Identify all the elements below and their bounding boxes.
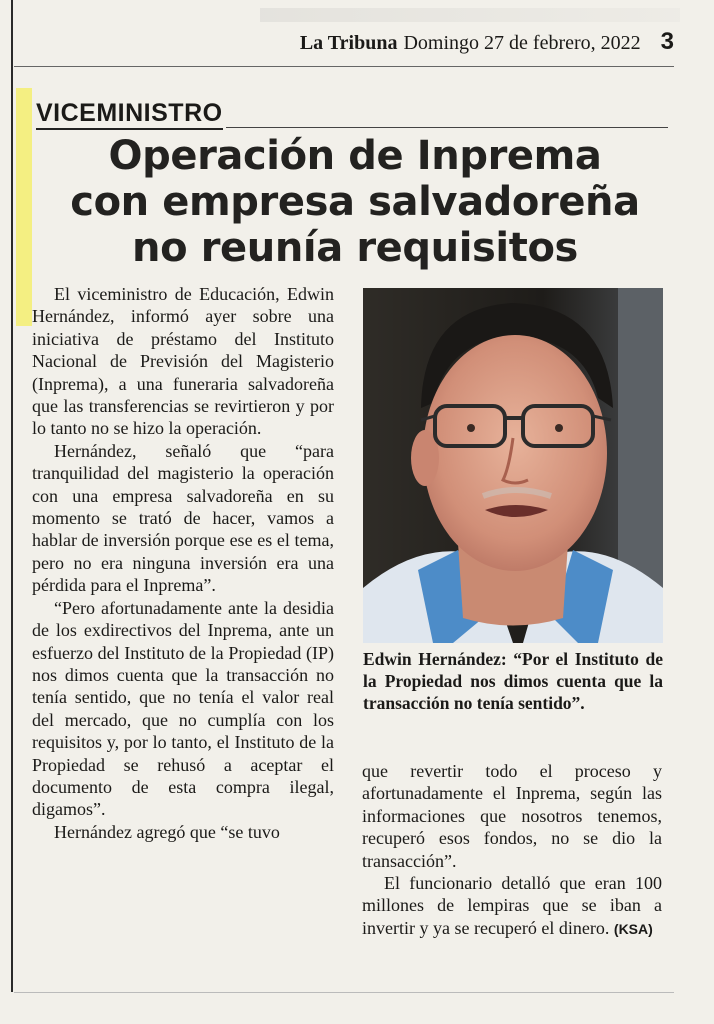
paragraph: Hernández, señaló que “para tranquilidad del magisterio la operación con una empresa salvadoreña en su momento se trató de hacer, vamos a hablar de inversión porque ese es el tema, pero no era ninguna inversión era una pérdida para el Inprema”.	[32, 440, 334, 596]
newspaper-name: La Tribuna	[299, 32, 398, 54]
page-header	[300, 28, 674, 56]
portrait-photo	[363, 288, 663, 643]
header-rule	[14, 66, 674, 67]
headline-line: no reunía requisitos	[132, 225, 578, 271]
paragraph: Hernández agregó que “se tuvo	[54, 821, 280, 842]
paragraph: que revertir todo el proceso y afortunadamente el Inprema, según las informaciones que nosotros tenemos, recuperó esos fondos, no se dio la transacción”.	[362, 761, 662, 871]
headline-line: con empresa salvadoreña	[70, 179, 640, 225]
headline	[30, 133, 680, 271]
photo-caption: Edwin Hernández: “Por el Instituto de la Propiedad nos dimos cuenta que la transacción no tenía sentido”.	[363, 649, 663, 713]
section-kicker: VICEMINISTRO	[36, 99, 223, 130]
page-number: 3	[660, 28, 674, 55]
paragraph: “Pero afortunadamente ante la desidia de los exdirectivos del Inprema, ante un esfuerzo del Instituto de la Propiedad (IP) nos dimos cuenta que la transacción no tenía sentido, que no tenía el valor real del mercado, que no cumplía con los requisitos y, por lo tanto, el Instituto de la Propiedad se rehusó a aceptar el documento de esta compra ilegal, digamos”.	[32, 597, 334, 820]
bleed-through	[260, 8, 680, 22]
kicker-rule	[226, 127, 668, 128]
column-rule	[11, 0, 13, 992]
paragraph-text: El funcionario detalló que eran 100 millones de lempiras que se iban a invertir y ya se recuperó el dinero.	[362, 873, 662, 938]
footer-rule	[14, 992, 674, 993]
paragraph: El viceministro de Educación, Edwin Hernández, informó ayer sobre una iniciativa de préstamo del Instituto Nacional de Previsión del Magisterio (Inprema), a una funeraria salvadoreña que las transferencias se revirtieron y por lo tanto no se hizo la operación.	[32, 284, 334, 439]
article-column-2	[362, 760, 662, 940]
headline-line: Operación de Inprema	[108, 133, 602, 179]
author-signature: (KSA)	[613, 920, 653, 937]
issue-date: Domingo 27 de febrero, 2022	[403, 32, 641, 54]
portrait-image	[363, 288, 663, 643]
paragraph	[362, 872, 662, 940]
article-column-1	[32, 283, 334, 843]
